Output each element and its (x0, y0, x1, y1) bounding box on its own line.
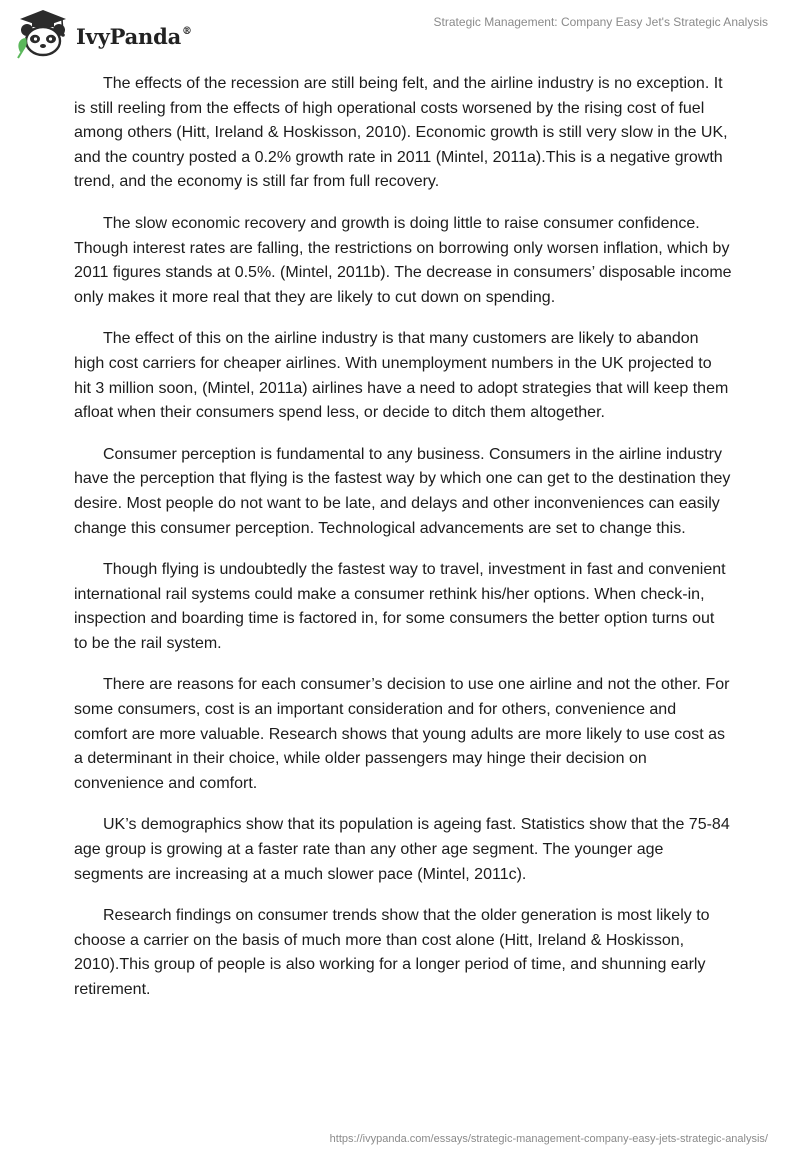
source-url[interactable]: https://ivypanda.com/essays/strategic-management-company-easy-jets-strategic-analysis/ (329, 1133, 768, 1145)
paragraph: Though flying is undoubtedly the fastest way to travel, investment in fast and convenient international rail systems could make a consumer rethink his/her options. When check-in, inspection and boarding time is factored in, for some consumers the better option turns out to be the rail system. (74, 561, 726, 652)
paragraph: Research findings on consumer trends show that the older generation is most likely to choose a carrier on the basis of much more than cost alone (Hitt, Ireland & Hoskisson, 2010).This group of people is also working for a longer period of time, and shunning early retirement. (74, 907, 710, 998)
registered-mark: ® (182, 25, 192, 37)
brand-name: IvyPanda® (76, 23, 192, 49)
paragraph: Consumer perception is fundamental to any business. Consumers in the airline industry have the perception that flying is the fastest way by which one can get to the destination they desire. Most people do not want to be late, and delays and other inconveniences can easily change this consumer perception. Technological advancements are set to change this. (74, 445, 731, 537)
panda-graduate-icon (14, 8, 72, 60)
paragraph: The slow economic recovery and growth is doing little to raise consumer confidence. Though interest rates are falling, the restrictions on borrowing only worsen inflation, which by 2011 figures stands at 0.5%. (Mintel, 2011b). The decrease in consumers’ disposable income only makes it more real that they are likely to cut down on spending. (74, 214, 732, 306)
paragraph: There are reasons for each consumer’s decision to use one airline and not the other. For some consumers, cost is an important consideration and for others, convenience and comfort are more valuable. Research shows that young adults are more likely to use cost as a determinant in their choice, while older passengers may hinge their decision on convenience and comfort. (74, 676, 730, 792)
article-body (74, 72, 732, 1020)
document-title: Strategic Management: Company Easy Jet's Strategic Analysis (433, 15, 768, 29)
page-header (0, 0, 800, 70)
paragraph: The effects of the recession are still being felt, and the airline industry is no exception. It is still reeling from the effects of high operational costs worsened by the rising cost of fuel among others (Hitt, Ireland & Hoskisson, 2010). Economic growth is still very slow in the UK, and the country posted a 0.2% growth rate in 2011 (Mintel, 2011a).This is a negative growth trend, and the economy is still far from full recovery. (74, 75, 728, 191)
paragraph: The effect of this on the airline industry is that many customers are likely to abandon high cost carriers for cheaper airlines. With unemployment numbers in the UK projected to hit 3 million soon, (Mintel, 2011a) airlines have a need to adopt strategies that will keep them afloat when their consumers spend less, or decide to ditch them altogether. (74, 330, 729, 422)
ivypanda-logo[interactable] (14, 8, 192, 60)
paragraph: UK’s demographics show that its population is ageing fast. Statistics show that the 75-84 age group is growing at a faster rate than any other age segment. The younger age segments are increasing at a much slower pace (Mintel, 2011c). (74, 816, 730, 883)
